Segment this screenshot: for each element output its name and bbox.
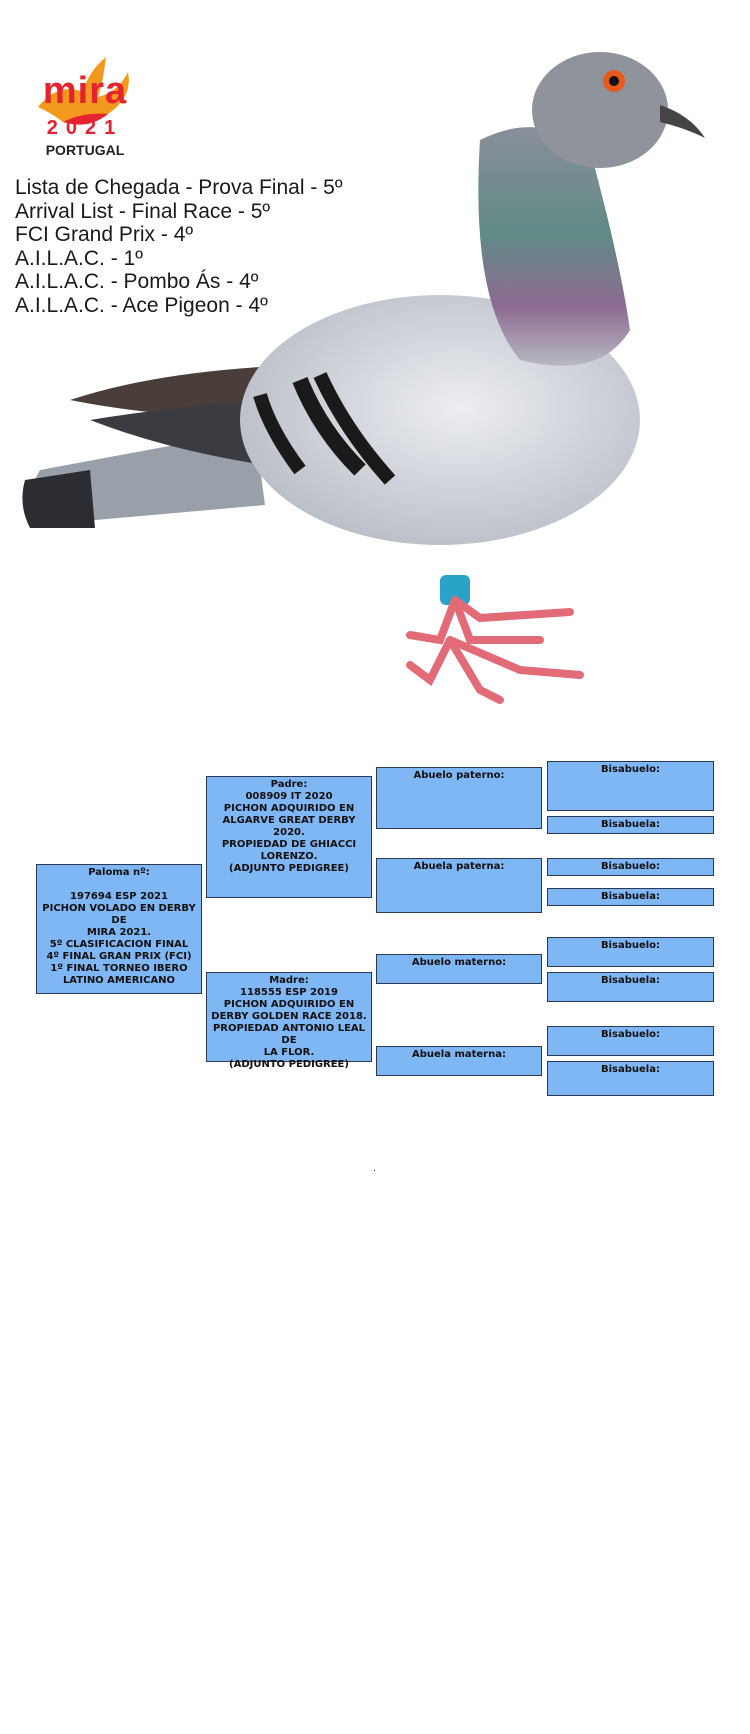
result-item: Arrival List - Final Race - 5º <box>15 199 271 223</box>
great-grandfather-box: Bisabuelo: <box>547 858 714 876</box>
results-list <box>15 176 343 317</box>
mother-line: LA FLOR. <box>263 1047 315 1058</box>
great-grandmother-box: Bisabuela: <box>547 888 714 906</box>
maternal-grandfather-box: Abuelo materno: <box>376 954 542 984</box>
subject-line: LATINO AMERICANO <box>62 975 176 986</box>
great-grandfather-box: Bisabuelo: <box>547 761 714 811</box>
mother-line: (ADJUNTO PEDIGREE) <box>229 1059 349 1070</box>
subject-line: PICHON VOLADO EN DERBY DE <box>42 903 196 926</box>
mother-box <box>206 972 372 1070</box>
great-grandmother-box: Bisabuela: <box>547 1061 714 1096</box>
great-grandfather-box: Bisabuelo: <box>547 1026 714 1056</box>
mother-line: DERBY GOLDEN RACE 2018. <box>211 1011 367 1022</box>
subject-box <box>36 864 202 994</box>
mother-line: PROPIEDAD ANTONIO LEAL DE <box>212 1023 366 1046</box>
great-grandmother-box: Bisabuela: <box>547 816 714 834</box>
result-item: A.I.L.A.C. - Pombo Ás - 4º <box>15 270 259 293</box>
great-grandmother-box: Bisabuela: <box>547 972 714 1002</box>
result-item: A.I.L.A.C. - Ace Pigeon - 4º <box>15 293 268 317</box>
mother-line: PICHON ADQUIRIDO EN <box>223 999 355 1010</box>
subject-line: 1º FINAL TORNEO IBERO <box>50 963 188 974</box>
subject-line: 197694 ESP 2021 <box>70 891 168 902</box>
logo-year: 2021 <box>46 117 124 139</box>
paternal-grandmother-box: Abuela paterna: <box>376 858 542 913</box>
great-grandfather-box: Bisabuelo: <box>547 937 714 967</box>
logo-wordmark: mira <box>42 70 128 112</box>
father-line: PICHON ADQUIRIDO EN <box>223 803 355 814</box>
result-item: FCI Grand Prix - 4º <box>15 223 194 246</box>
father-line: LORENZO. <box>260 851 318 862</box>
father-line: PROPIEDAD DE GHIACCI <box>221 839 357 850</box>
paternal-grandfather-box: Abuelo paterno: <box>376 767 542 829</box>
father-line: 008909 IT 2020 <box>245 791 333 802</box>
result-item: Lista de Chegada - Prova Final - 5º <box>15 176 343 199</box>
subject-line: 5º CLASIFICACION FINAL <box>49 939 189 950</box>
subject-title: Paloma nº: <box>88 867 150 878</box>
logo-country: PORTUGAL <box>45 142 125 158</box>
footer-mark: . <box>373 1163 377 1174</box>
subject-line: MIRA 2021. <box>86 927 152 938</box>
father-box <box>206 776 372 898</box>
maternal-grandmother-box: Abuela materna: <box>376 1046 542 1076</box>
subject-line: 4º FINAL GRAN PRIX (FCI) <box>46 951 192 962</box>
father-line: ALGARVE GREAT DERBY 2020. <box>222 815 356 838</box>
father-title: Padre: <box>270 779 308 790</box>
hero-section <box>0 0 750 720</box>
father-line: (ADJUNTO PEDIGREE) <box>229 863 349 874</box>
mother-line: 118555 ESP 2019 <box>240 987 338 998</box>
mother-title: Madre: <box>269 975 309 986</box>
result-item: A.I.L.A.C. - 1º <box>15 246 143 270</box>
